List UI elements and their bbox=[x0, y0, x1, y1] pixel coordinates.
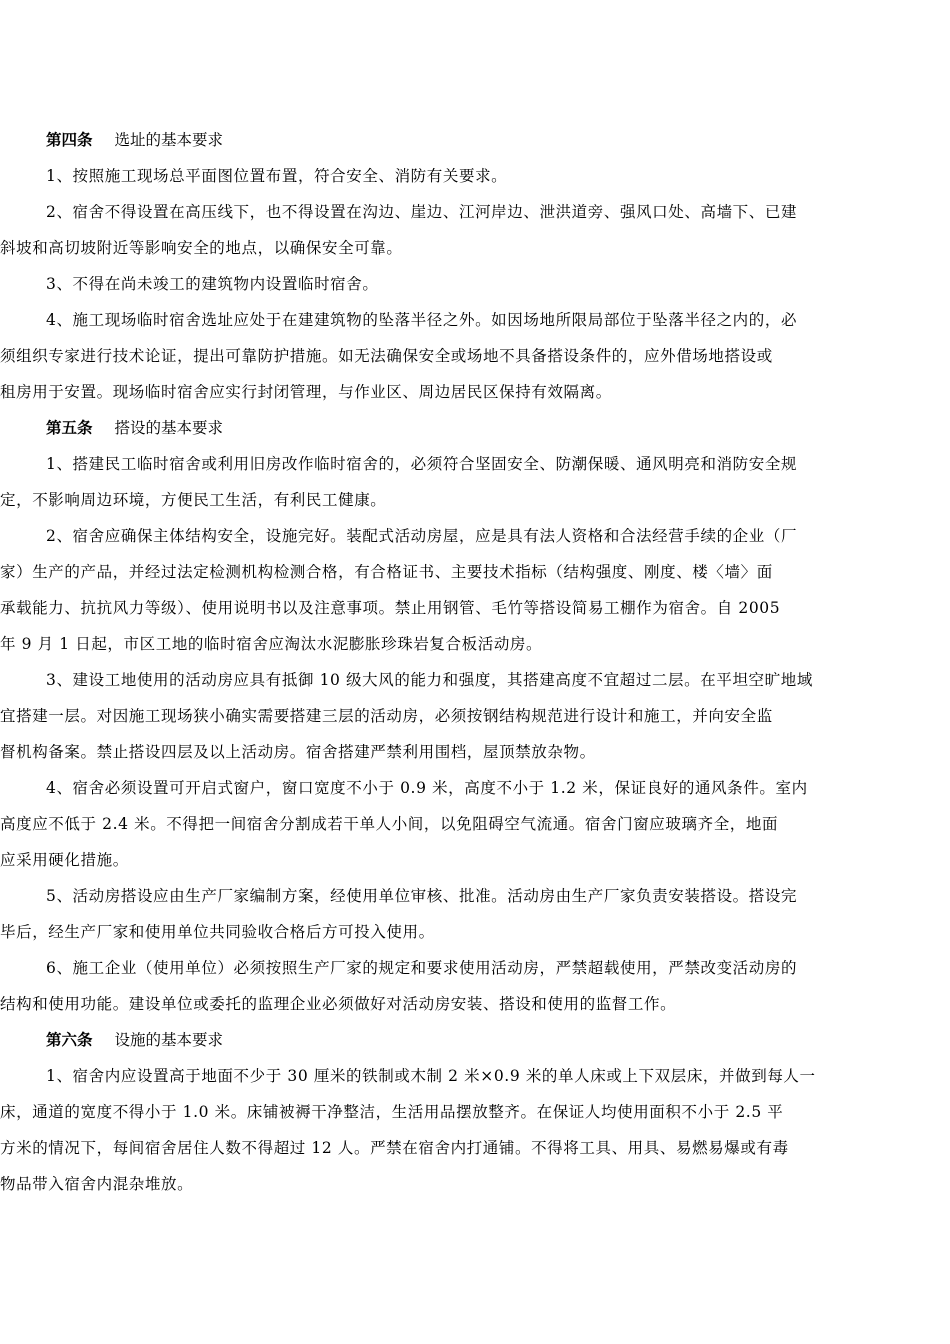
line-text: 方米的情况下，每间宿舍居住人数不得超过 12 人。严禁在宿舍内打通铺。不得将工具、用具、易燃易爆或有毒 bbox=[0, 1139, 789, 1157]
paragraph-line bbox=[0, 698, 940, 734]
paragraph-line bbox=[0, 806, 940, 842]
line-text: 2、宿舍不得设置在高压线下，也不得设置在沟边、崖边、江河岸边、泄洪道旁、强风口处、高墙下、已建 bbox=[46, 203, 798, 221]
paragraph-line bbox=[0, 194, 940, 230]
line-text: 6、施工企业（使用单位）必须按照生产厂家的规定和要求使用活动房，严禁超载使用，严禁改变活动房的 bbox=[46, 959, 798, 977]
paragraph-line bbox=[0, 662, 940, 698]
line-text: 物品带入宿舍内混杂堆放。 bbox=[0, 1175, 194, 1193]
paragraph-line bbox=[0, 158, 940, 194]
line-text: 1、按照施工现场总平面图位置布置，符合安全、消防有关要求。 bbox=[46, 167, 508, 185]
line-text: 毕后，经生产厂家和使用单位共同验收合格后方可投入使用。 bbox=[0, 923, 435, 941]
paragraph-line bbox=[0, 1094, 940, 1130]
paragraph-line bbox=[0, 302, 940, 338]
line-text: 租房用于安置。现场临时宿舍应实行封闭管理，与作业区、周边居民区保持有效隔离。 bbox=[0, 383, 612, 401]
paragraph-line bbox=[0, 1166, 940, 1202]
article-heading bbox=[46, 410, 950, 446]
paragraph-line bbox=[0, 518, 940, 554]
paragraph bbox=[0, 518, 950, 662]
paragraph-line bbox=[0, 986, 940, 1022]
paragraph-line bbox=[0, 590, 940, 626]
paragraph bbox=[0, 302, 950, 410]
paragraph bbox=[0, 1058, 950, 1202]
line-text: 3、建设工地使用的活动房应具有抵御 10 级大风的能力和强度，其搭建高度不宜超过二层。在平坦空旷地域 bbox=[46, 671, 813, 689]
line-text: 床，通道的宽度不得小于 1.0 米。床铺被褥干净整洁，生活用品摆放整齐。在保证人均使用面积不小于 2.5 平 bbox=[0, 1103, 784, 1121]
article-section bbox=[0, 410, 950, 1022]
line-text: 承载能力、抗抗风力等级）、使用说明书以及注意事项。禁止用钢管、毛竹等搭设简易工棚作为宿舍。自 2005 bbox=[0, 599, 781, 617]
line-text: 1、搭建民工临时宿舍或利用旧房改作临时宿舍的，必须符合坚固安全、防潮保暖、通风明亮和消防安全规 bbox=[46, 455, 798, 473]
paragraph bbox=[0, 662, 950, 770]
line-text: 年 9 月 1 日起，市区工地的临时宿舍应淘汰水泥膨胀珍珠岩复合板活动房。 bbox=[0, 635, 543, 653]
paragraph-line bbox=[0, 842, 940, 878]
article-title: 搭设的基本要求 bbox=[114, 419, 224, 437]
paragraph-line bbox=[0, 914, 940, 950]
paragraph-line bbox=[0, 734, 940, 770]
article-heading bbox=[46, 122, 950, 158]
paragraph bbox=[0, 878, 950, 950]
line-text: 斜坡和高切坡附近等影响安全的地点，以确保安全可靠。 bbox=[0, 239, 403, 257]
line-text: 高度应不低于 2.4 米。不得把一间宿舍分割成若干单人小间，以免阻碍空气流通。宿舍门窗应玻璃齐全，地面 bbox=[0, 815, 779, 833]
paragraph-line bbox=[0, 374, 940, 410]
paragraph-line bbox=[0, 626, 940, 662]
document-body bbox=[0, 122, 950, 1202]
line-text: 宜搭建一层。对因施工现场狭小确实需要搭建三层的活动房，必须按钢结构规范进行设计和施工，并向安全监 bbox=[0, 707, 773, 725]
line-text: 1、宿舍内应设置高于地面不少于 30 厘米的铁制或木制 2 米×0.9 米的单人床或上下双层床，并做到每人一 bbox=[46, 1067, 816, 1085]
paragraph-line bbox=[0, 338, 940, 374]
paragraph-line bbox=[0, 554, 940, 590]
paragraph-line bbox=[0, 266, 940, 302]
line-text: 须组织专家进行技术论证，提出可靠防护措施。如无法确保安全或场地不具备搭设条件的，应外借场地搭设或 bbox=[0, 347, 773, 365]
line-text: 督机构备案。禁止搭设四层及以上活动房。宿舍搭建严禁利用围档，屋顶禁放杂物。 bbox=[0, 743, 596, 761]
paragraph-line bbox=[0, 770, 940, 806]
line-text: 2、宿舍应确保主体结构安全，设施完好。装配式活动房屋，应是具有法人资格和合法经营手续的企业（厂 bbox=[46, 527, 798, 545]
paragraph-line bbox=[0, 446, 940, 482]
paragraph-line bbox=[0, 1130, 940, 1166]
line-text: 4、宿舍必须设置可开启式窗户，窗口宽度不小于 0.9 米，高度不小于 1.2 米，保证良好的通风条件。室内 bbox=[46, 779, 808, 797]
article-section bbox=[0, 122, 950, 410]
article-number: 第四条 bbox=[46, 130, 93, 149]
article-number: 第五条 bbox=[46, 418, 93, 437]
line-text: 4、施工现场临时宿舍选址应处于在建建筑物的坠落半径之外。如因场地所限局部位于坠落半径之内的，必 bbox=[46, 311, 798, 329]
article-heading bbox=[46, 1022, 950, 1058]
paragraph-line bbox=[0, 878, 940, 914]
paragraph bbox=[0, 266, 950, 302]
article-section bbox=[0, 1022, 950, 1202]
line-text: 结构和使用功能。建设单位或委托的监理企业必须做好对活动房安装、搭设和使用的监督工作。 bbox=[0, 995, 677, 1013]
paragraph bbox=[0, 194, 950, 266]
paragraph bbox=[0, 950, 950, 1022]
line-text: 应采用硬化措施。 bbox=[0, 851, 129, 869]
line-text: 定，不影响周边环境，方便民工生活，有利民工健康。 bbox=[0, 491, 387, 509]
article-title: 设施的基本要求 bbox=[114, 1031, 224, 1049]
paragraph-line bbox=[0, 482, 940, 518]
line-text: 5、活动房搭设应由生产厂家编制方案，经使用单位审核、批准。活动房由生产厂家负责安装搭设。搭设完 bbox=[46, 887, 798, 905]
line-text: 家）生产的产品，并经过法定检测机构检测合格，有合格证书、主要技术指标（结构强度、刚度、楼〈墙〉面 bbox=[0, 563, 773, 581]
article-number: 第六条 bbox=[46, 1030, 93, 1049]
paragraph-line bbox=[0, 1058, 940, 1094]
paragraph bbox=[0, 446, 950, 518]
paragraph bbox=[0, 158, 950, 194]
paragraph bbox=[0, 770, 950, 878]
paragraph-line bbox=[0, 230, 940, 266]
paragraph-line bbox=[0, 950, 940, 986]
line-text: 3、不得在尚未竣工的建筑物内设置临时宿舍。 bbox=[46, 275, 379, 293]
article-title: 选址的基本要求 bbox=[114, 131, 224, 149]
